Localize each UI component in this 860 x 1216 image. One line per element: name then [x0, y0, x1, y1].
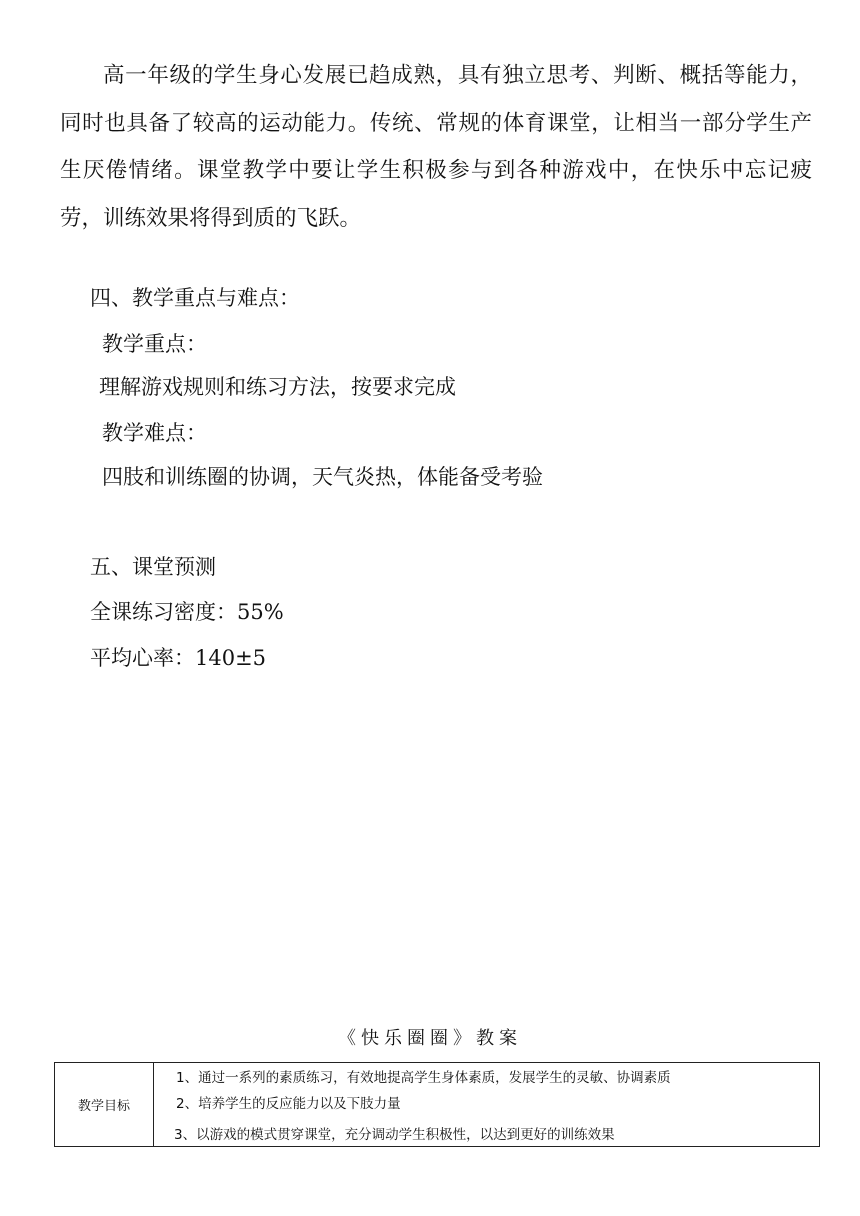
teaching-goals-label: 教学目标 — [55, 1063, 154, 1147]
section5-heading: 五、课堂预测 — [90, 555, 216, 579]
section4-heading: 四、教学重点与难点： — [90, 286, 300, 310]
practice-density: 全课练习密度：55% — [90, 600, 284, 624]
difficulty-text: 四肢和训练圈的协调，天气炎热，体能备受考验 — [102, 465, 543, 489]
goal-item: 2、培养学生的反应能力以及下肢力量 — [176, 1096, 401, 1112]
goal-item: 3、以游戏的模式贯穿课堂，充分调动学生积极性，以达到更好的训练效果 — [174, 1127, 615, 1143]
intro-paragraph: 高一年级的学生身心发展已趋成熟，具有独立思考、判断、概括等能力，同时也具备了较高的运动能力。传统、常规的体育课堂，让相当一部分学生产生厌倦情绪。课堂教学中要让学生积极参与到各种游戏中，在快乐中忘记疲劳，训练效果将得到质的飞跃。 — [60, 63, 812, 231]
teaching-goals-cell — [154, 1063, 820, 1147]
average-heart-rate: 平均心率：140±5 — [90, 646, 267, 670]
lesson-plan-title: 《快乐圈圈》教案 — [338, 1028, 522, 1049]
lesson-plan-table — [54, 1062, 820, 1147]
table-row — [55, 1063, 820, 1147]
key-points-label: 教学重点： — [102, 332, 207, 356]
goal-item: 1、通过一系列的素质练习，有效地提高学生身体素质，发展学生的灵敏、协调素质 — [176, 1070, 671, 1086]
difficulty-label: 教学难点： — [102, 421, 207, 445]
key-points-text: 理解游戏规则和练习方法，按要求完成 — [99, 375, 456, 399]
